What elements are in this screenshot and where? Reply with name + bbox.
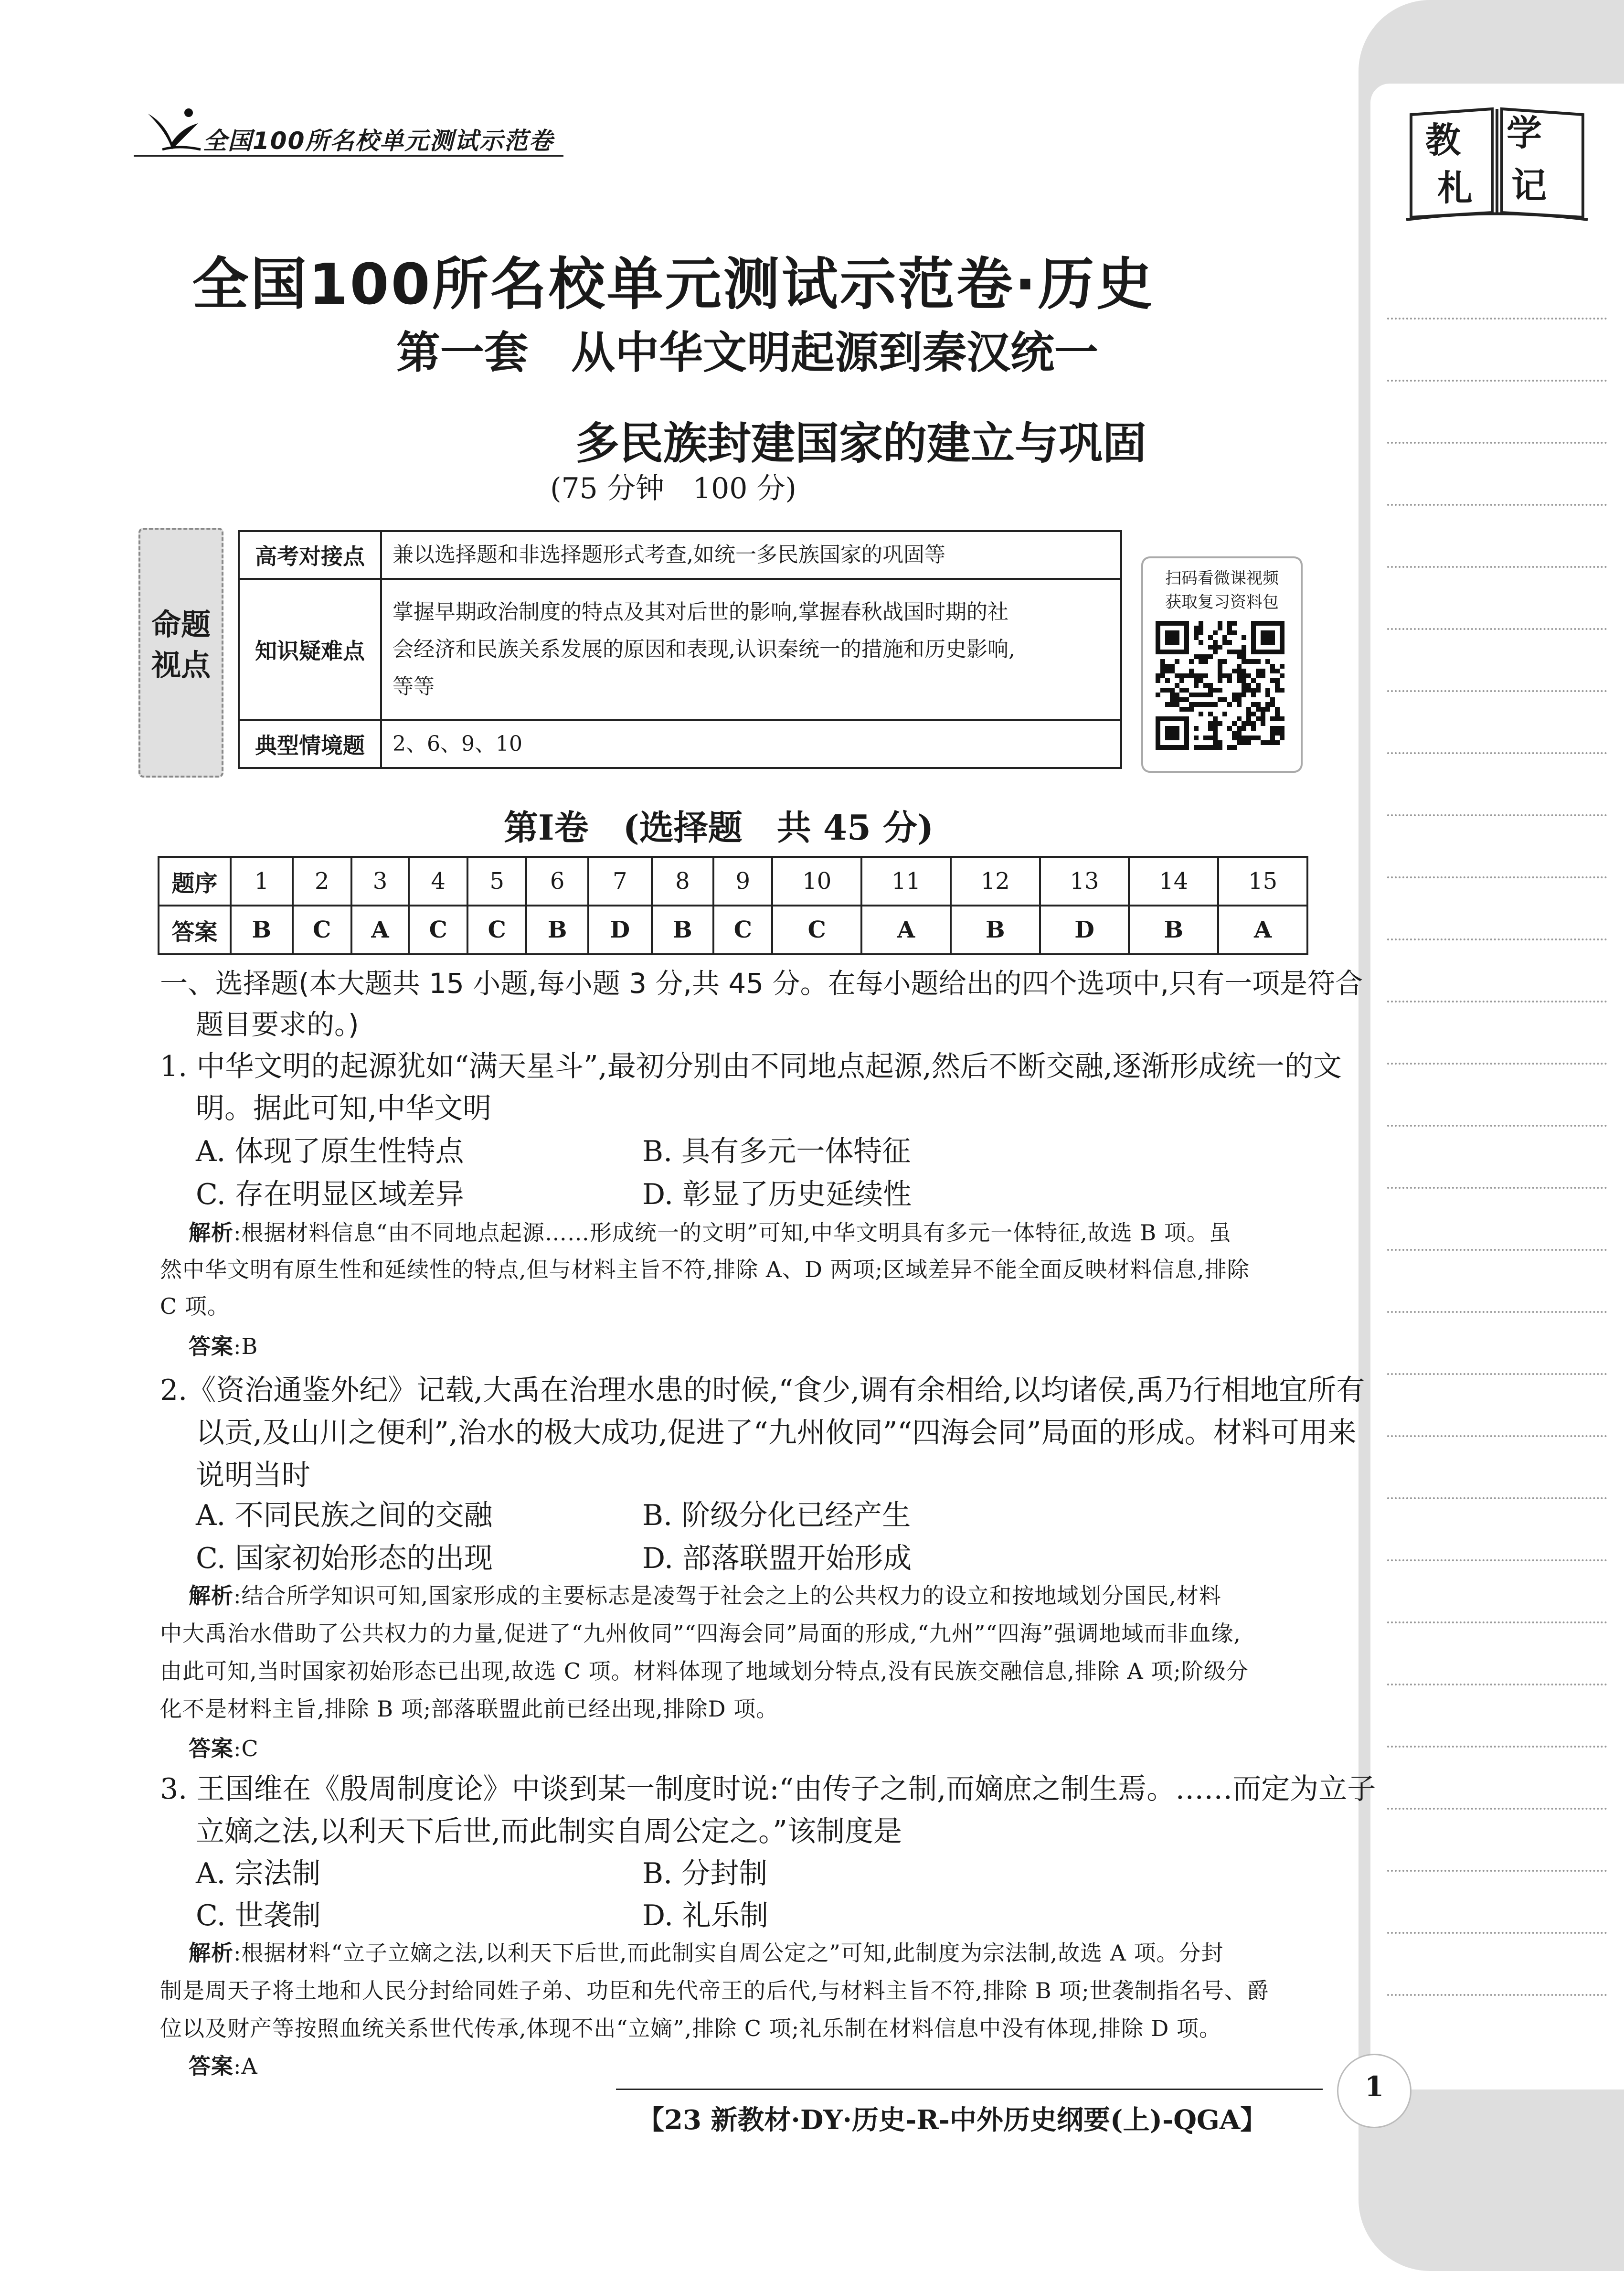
option-b[interactable]: B. 阶级分化已经产生 [642,1499,911,1532]
explanation-line: C 项。 [160,1293,230,1319]
answer-line [189,2049,258,2080]
note-line [1387,566,1607,568]
answer-cell: C [409,906,467,954]
note-line [1387,1187,1607,1189]
option-d[interactable]: D. 部落联盟开始形成 [642,1542,912,1575]
note-line [1387,318,1607,320]
question-number-cell: 2 [293,857,351,906]
question-number-cell: 13 [1040,857,1129,906]
explanation-line [189,1215,1231,1247]
note-line [1387,752,1607,754]
page-number: 1 [1364,2070,1384,2103]
question-stem: 立嫡之法,以利天下后世,而此制实自周公定之。”该制度是 [196,1815,902,1848]
option-d[interactable]: D. 彰显了历史延续性 [642,1178,912,1211]
note-line [1387,380,1607,382]
answer-line [189,1731,259,1763]
note-line [1387,504,1607,506]
note-line [1387,876,1607,878]
answer-label: 答案 [189,1736,234,1761]
notes-char-1: 教 [1425,120,1461,161]
set-number: 第一套 [396,327,529,378]
note-line [1387,938,1607,940]
notes-char-4: 记 [1511,165,1547,206]
question-number-row [159,857,1307,906]
question-number-cell: 10 [772,857,861,906]
answer-cell: C [293,906,351,954]
answer-cell: A [1218,906,1307,954]
info-value-line: 会经济和民族关系发展的原因和表现,认识秦统一的措施和历史影响, [393,637,1015,661]
footer-divider [616,2089,1323,2090]
instructions-line: 一、选择题(本大题共 15 小题,每小题 3 分,共 45 分。在每小题给出的四个选项中,只有一项是符合 [160,967,1363,1000]
explanation-line: 位以及财产等按照血统关系世代传承,体现不出“立嫡”,排除 C 项;礼乐制在材料信息中没有体现,排除 D 项。 [160,2015,1221,2041]
question-number-cell: 3 [351,857,409,906]
info-value-line: 掌握早期政治制度的特点及其对后世的影响,掌握春秋战国时期的社 [393,600,1008,624]
question-number-cell: 4 [409,857,467,906]
set-title [396,318,1098,381]
note-line [1387,1125,1607,1127]
answer-cell: C [713,906,772,954]
question-stem: 2.《资治通鉴外纪》记载,大禹在治理水患的时候,“食少,调有余相给,以均诸侯,禹乃行相地宜所有 [160,1374,1365,1407]
badge-line2: 视点 [151,648,211,682]
page-title: 全国100所名校单元测试示范卷·历史 [192,251,1155,317]
explanation-line [189,1936,1223,1967]
instructions-line: 题目要求的。) [196,1008,359,1041]
option-a[interactable]: A. 不同民族之间的交融 [196,1499,493,1532]
note-line [1387,1808,1607,1810]
note-line [1387,1870,1607,1872]
answer-cell: B [1129,906,1218,954]
info-row [239,720,1121,768]
option-a[interactable]: A. 宗法制 [196,1857,321,1890]
notes-area [1370,84,1624,2090]
question-number-cell: 6 [526,857,588,906]
answer-cell: B [231,906,293,954]
header-divider [134,155,563,157]
explanation-label: 解析 [189,1583,234,1609]
note-line [1387,442,1607,444]
answer-cell: B [951,906,1040,954]
info-row [239,579,1121,720]
note-line [1387,1063,1607,1065]
note-line [1387,1559,1607,1561]
answer-value: :C [234,1736,259,1761]
footer-code: 【23 新教材·DY·历史-R-中外历史纲要(上)-QGA】 [637,2104,1267,2136]
question-stem: 说明当时 [196,1459,310,1492]
answer-cell: D [1040,906,1129,954]
option-a[interactable]: A. 体现了原生性特点 [196,1135,464,1168]
brand-logo-icon [143,104,205,157]
explanation-label: 解析 [189,1940,234,1966]
note-line [1387,690,1607,692]
note-line [1387,628,1607,630]
note-line [1387,1932,1607,1934]
answer-label: 答案 [189,2053,234,2079]
note-line [1387,1994,1607,1996]
option-c[interactable]: C. 世袭制 [196,1899,321,1932]
note-line [1387,814,1607,816]
info-label: 典型情境题 [239,720,381,768]
info-table [238,530,1122,769]
option-b[interactable]: B. 具有多元一体特征 [642,1135,911,1168]
explanation-line: 化不是材料主旨,排除 B 项;部落联盟此前已经出现,排除D 项。 [160,1696,779,1722]
question-number-cell: 12 [951,857,1040,906]
qr-caption: 扫码看微课视频 [1165,569,1279,588]
note-line [1387,1249,1607,1251]
answer-row [159,906,1307,954]
question-number-cell: 5 [467,857,526,906]
info-row [239,531,1121,579]
notes-char-2: 学 [1507,113,1542,154]
badge-line1: 命题 [151,607,211,642]
note-line [1387,1684,1607,1685]
note-line [1387,1746,1607,1748]
question-stem: 3. 王国维在《殷周制度论》中谈到某一制度时说:“由传子之制,而嫡庶之制生焉。……而定为立子 [160,1772,1376,1806]
note-line [1387,1001,1607,1002]
question-number-cell: 11 [861,857,951,906]
info-value-line: 2、6、9、10 [393,732,522,756]
option-d[interactable]: D. 礼乐制 [642,1899,769,1932]
answer-cell: B [526,906,588,954]
brand-text: 全国100所名校单元测试示范卷 [203,127,554,155]
explanation-label: 解析 [189,1220,234,1246]
question-number-cell: 14 [1129,857,1218,906]
note-line [1387,1497,1607,1499]
explanation-line [189,1578,1221,1610]
explanation-line: 制是周天子将土地和人民分封给同姓子弟、功臣和先代帝王的后代,与材料主旨不符,排除 B 项;世袭制指名号、爵 [160,1978,1269,2004]
row-label: 题序 [159,857,231,906]
explanation-text: :根据材料“立子立嫡之法,以利天下后世,而此制实自周公定之”可知,此制度为宗法制,故选 A 项。分封 [234,1940,1224,1966]
note-line [1387,1373,1607,1375]
info-label: 高考对接点 [239,531,381,579]
info-value-line: 等等 [393,674,435,699]
answer-value: :A [234,2053,258,2079]
answer-cell: B [652,906,714,954]
question-number-cell: 15 [1218,857,1307,906]
info-label: 知识疑难点 [239,579,381,720]
row-label: 答案 [159,906,231,954]
question-number-cell: 9 [713,857,772,906]
answer-value: :B [234,1333,258,1359]
question-stem: 1. 中华文明的起源犹如“满天星斗”,最初分别由不同地点起源,然后不断交融,逐渐形成统一的文 [160,1050,1342,1083]
answer-cell: C [772,906,861,954]
answer-cell: C [467,906,526,954]
question-stem: 以贡,及山川之便利”,治水的极大成功,促进了“九州攸同”“四海会同”局面的形成。材料可用来 [196,1416,1357,1450]
qr-code-icon[interactable] [1156,621,1284,750]
explanation-text: :结合所学知识可知,国家形成的主要标志是凌驾于社会之上的公共权力的设立和按地域划分国民,材料 [234,1583,1221,1609]
note-line [1387,1621,1607,1623]
section-heading: 第Ⅰ卷 (选择题 共 45 分) [504,807,934,848]
explanation-line: 然中华文明有原生性和延续性的特点,但与材料主旨不符,排除 A、D 两项;区域差异不能全面反映材料信息,排除 [160,1257,1250,1282]
explanation-line: 由此可知,当时国家初始形态已出现,故选 C 项。材料体现了地域划分特点,没有民族交融信息,排除 A 项;阶级分 [160,1658,1249,1684]
explanation-text: :根据材料信息“由不同地点起源……形成统一的文明”可知,中华文明具有多元一体特征,故选 B 项。虽 [234,1220,1231,1246]
option-c[interactable]: C. 国家初始形态的出现 [196,1542,493,1575]
info-value-line: 兼以选择题和非选择题形式考查,如统一多民族国家的巩固等 [393,543,945,567]
answer-cell: A [861,906,951,954]
explanation-line: 中大禹治水借助了公共权力的力量,促进了“九州攸同”“四海会同”局面的形成,“九州”“四海”强调地域而非血缘, [160,1621,1241,1646]
question-number-cell: 8 [652,857,714,906]
option-b[interactable]: B. 分封制 [642,1857,768,1890]
qr-caption: 获取复习资料包 [1165,593,1279,612]
info-value [381,579,1121,720]
info-value [381,720,1121,768]
set-title-line1: 从中华文明起源到秦汉统一 [571,327,1099,378]
question-number-cell: 1 [231,857,293,906]
topic-badge-label [138,604,223,685]
time-score: (75 分钟 100 分) [550,472,796,505]
option-c[interactable]: C. 存在明显区域差异 [196,1178,464,1211]
answer-cell: A [351,906,409,954]
info-value [381,531,1121,579]
answer-cell: D [588,906,652,954]
question-number-cell: 7 [588,857,652,906]
note-line [1387,1435,1607,1437]
answer-line [189,1329,258,1361]
answer-label: 答案 [189,1333,234,1359]
set-title-line2: 多民族封建国家的建立与巩固 [575,417,1147,469]
question-stem: 明。据此可知,中华文明 [196,1092,492,1125]
note-line [1387,1311,1607,1313]
answer-grid [158,856,1308,955]
notes-char-3: 札 [1437,168,1473,209]
